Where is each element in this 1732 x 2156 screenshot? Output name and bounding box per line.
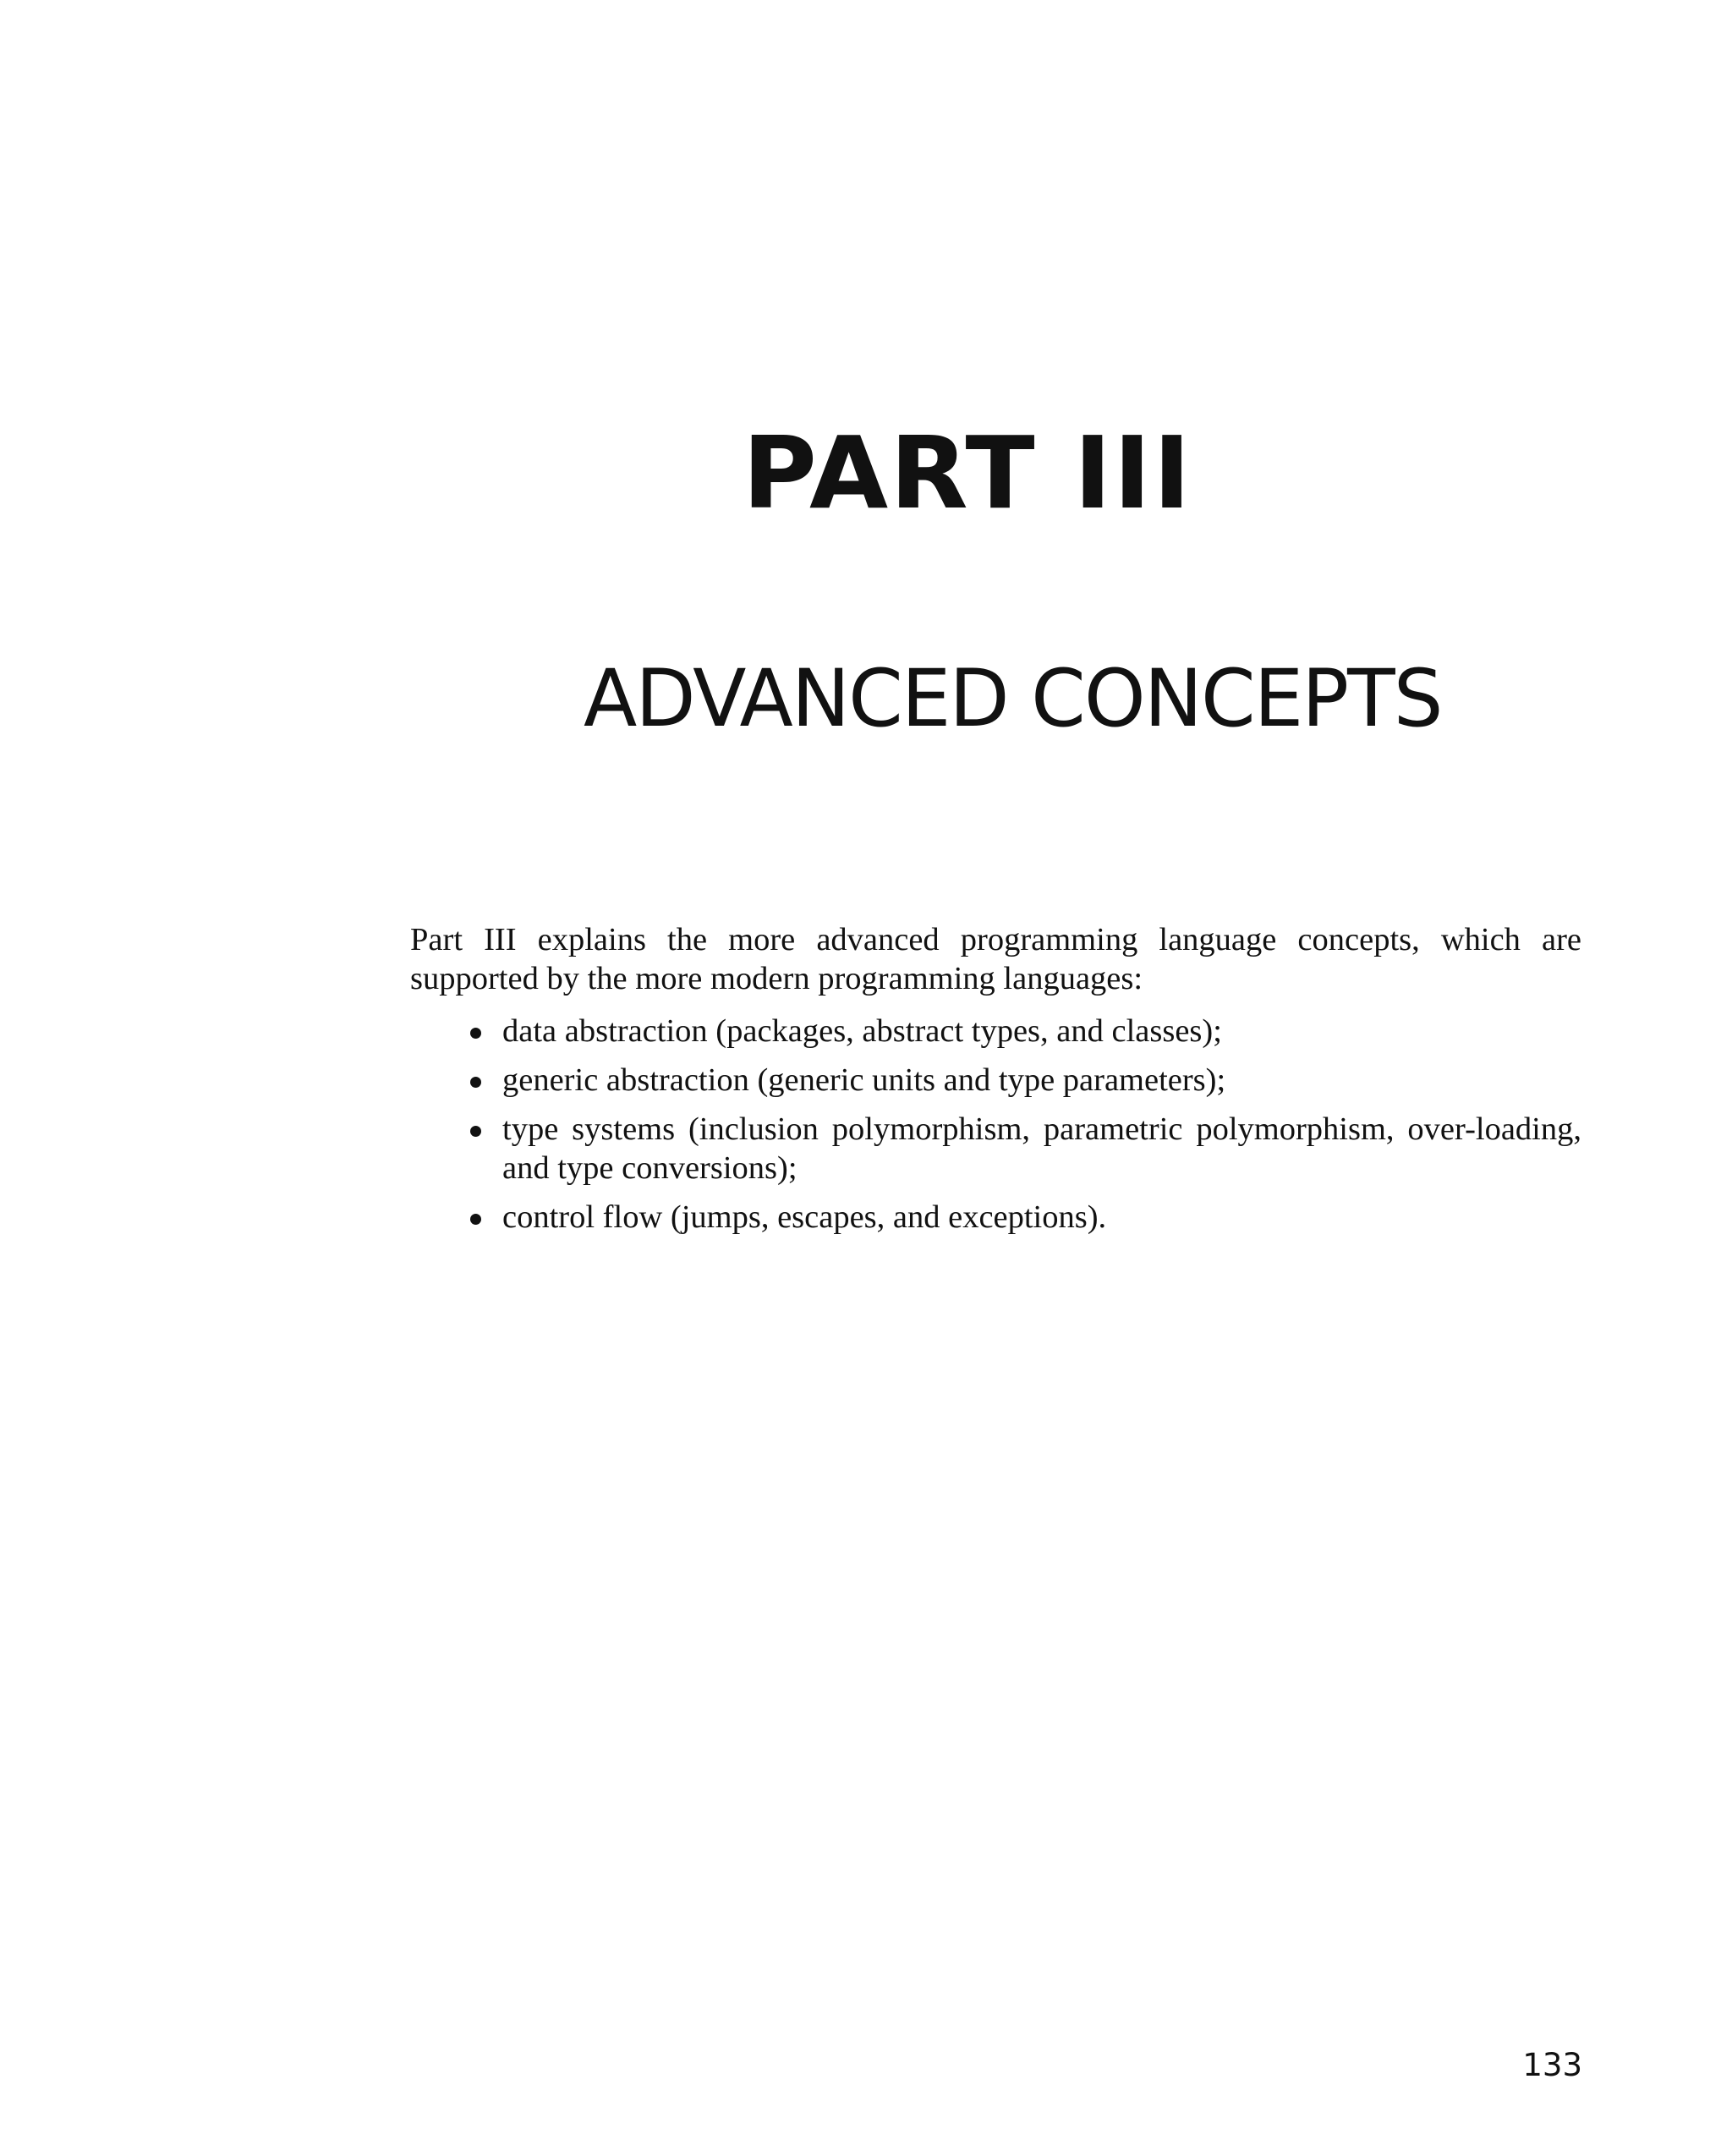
- body-text: [410, 920, 1581, 1247]
- part-heading: [338, 414, 1632, 531]
- list-item: [502, 1061, 1581, 1100]
- list-item: [502, 1110, 1581, 1188]
- concept-list: [410, 1012, 1581, 1237]
- intro-paragraph: Part III explains the more advanced programming language concepts, which are supported by the more modern programming languages:: [410, 922, 1581, 996]
- list-item-text: control flow (jumps, escapes, and exceptions).: [502, 1199, 1107, 1235]
- section-title: ADVANCED CONCEPTS: [584, 653, 1442, 745]
- bullet-icon: [470, 1126, 481, 1137]
- page-number: 133: [1522, 2047, 1582, 2083]
- list-item-text: generic abstraction (generic units and type parameters);: [502, 1062, 1226, 1098]
- list-item: [502, 1198, 1581, 1237]
- part-label: PART III: [742, 414, 1193, 531]
- bullet-icon: [470, 1214, 481, 1225]
- list-item-text: type systems (inclusion polymorphism, parametric polymorphism, over-loading, and type conversions);: [502, 1111, 1581, 1186]
- bullet-icon: [470, 1077, 481, 1088]
- list-item-text: data abstraction (packages, abstract types, and classes);: [502, 1013, 1222, 1049]
- list-item: [502, 1012, 1581, 1051]
- bullet-icon: [470, 1028, 481, 1039]
